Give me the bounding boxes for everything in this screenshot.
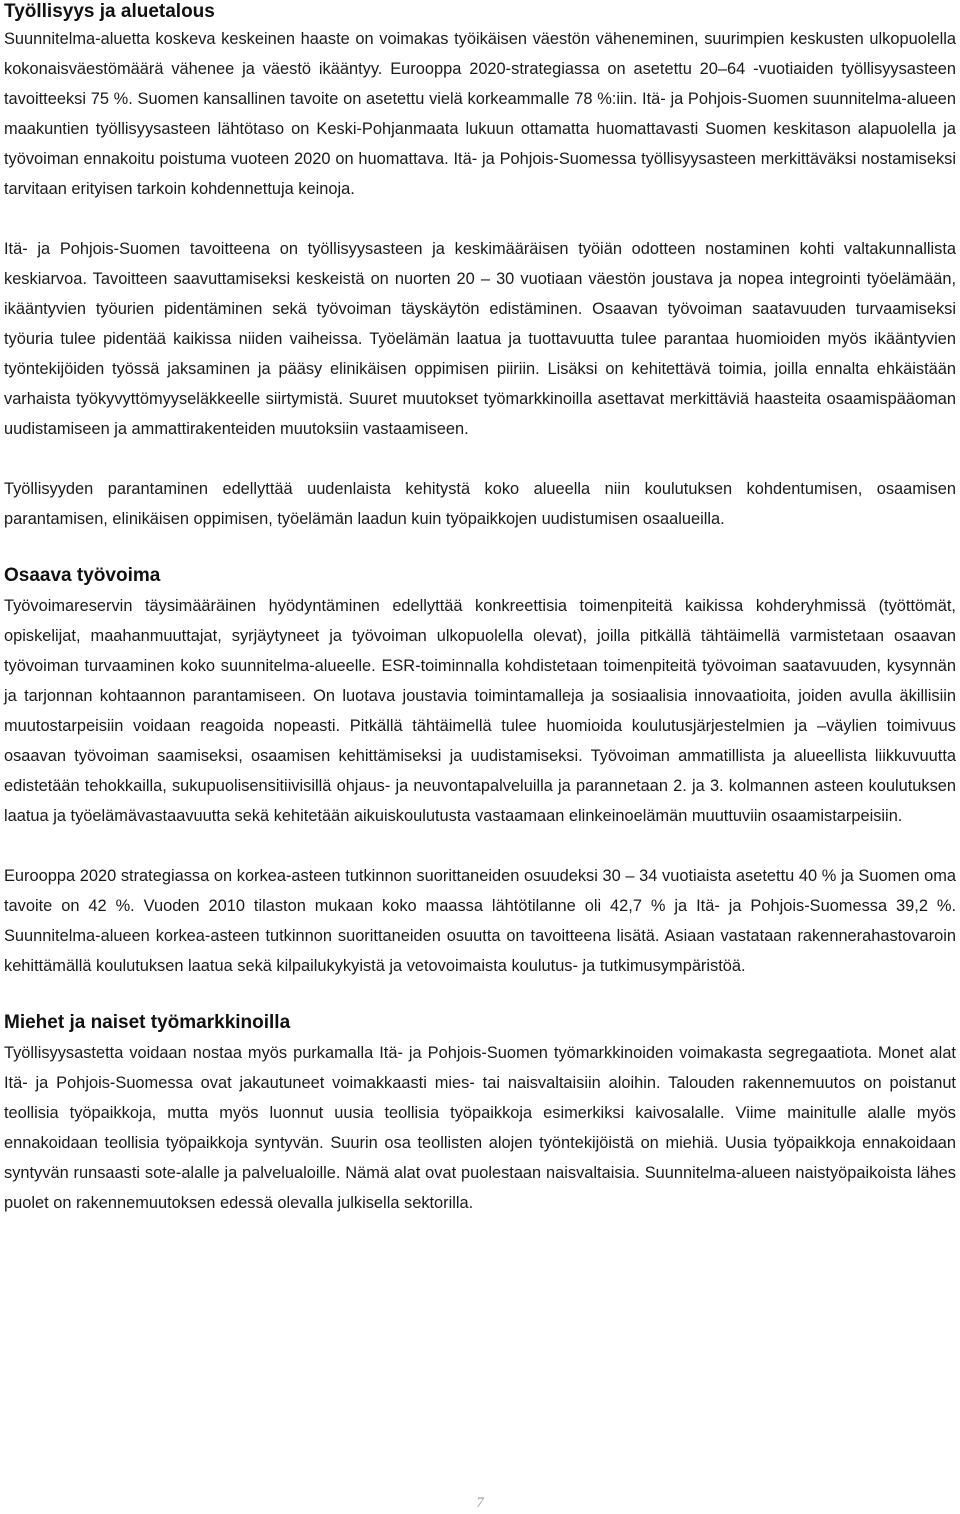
paragraph: Työllisyysastetta voidaan nostaa myös purkamalla Itä- ja Pohjois-Suomen työmarkkinoiden voimakasta segregaatiota. Monet alat Itä- ja Pohjois-Suomessa ovat jakautuneet voimakkaasti mies- tai naisvaltaisiin aloihin. Talouden rakennemuutos on poistanut teollisia työpaikkoja, mutta myös luonnut uusia teollisia työpaikkoja esimerkiksi kaivosalalle. Viime mainitulle alalle myös ennakoidaan teollisia työpaikkoja syntyvän. Suurin osa teollisten alojen työntekijöistä on miehiä. Uusia työpaikkoja ennakoidaan syntyvän runsaasti sote-alalle ja palvelualoille. Nämä alat ovat puolestaan naisvaltaisia. Suunnitelma-alueen naistyöpaikoista lähes puolet on rakennemuutoksen edessä olevalla julkisella sektorilla. [4,1044,956,1212]
paragraph: Työllisyyden parantaminen edellyttää uudenlaista kehitystä koko alueella niin koulutuksen kohdentumisen, osaamisen parantamisen, elinikäisen oppimisen, työelämän laadun kuin työpaikkojen uudistumisen osaalueilla. [4,480,956,528]
section-heading: Miehet ja naiset työmarkkinoilla [4,1012,291,1033]
section-employment-regional-economy [4,0,956,534]
paragraph: Työvoimareservin täysimääräinen hyödyntäminen edellyttää konkreettisia toimenpiteitä kaikissa kohderyhmissä (työttömät, opiskelijat, maahanmuuttajat, syrjäytyneet ja työvoiman ulkopuolella olevat), joilla pitkällä tähtäimellä varmistetaan osaavan työvoiman turvaaminen koko suunnitelma-alueelle. ESR-toiminnalla kohdistetaan toimenpiteitä työvoiman saatavuuden, kysynnän ja tarjonnan kohtaannon parantamiseen. On luotava joustavia toimintamalleja ja sosiaalisia innovaatioita, joiden avulla äkillisiin muutostarpeisiin voidaan reagoida nopeasti. Pitkällä tähtäimellä tulee huomioida koulutusjärjestelmien ja –väylien toimivuus osaavan työvoiman saamiseksi, osaamisen kehittämiseksi ja uudistamiseksi. Työvoiman ammatillista ja alueellista liikkuvuutta edistetään tehokkailla, sukupuolisensitiivisillä ohjaus- ja neuvontapalveluilla ja parannetaan 2. ja 3. kolmannen asteen koulutuksen laatua ja työelämävastaavuutta sekä kehitetään aikuiskoulutusta vastaamaan elinkeinoelämän muuttuviin osaamistarpeisiin. [4,597,956,825]
section-heading: Työllisyys ja aluetalous [4,1,215,22]
page-number: 7 [476,1495,484,1511]
section-men-women-labour-market [4,1011,956,1218]
section-skilled-workforce [4,564,956,981]
paragraph: Eurooppa 2020 strategiassa on korkea-asteen tutkinnon suorittaneiden osuudeksi 30 – 34 vuotiaista asetettu 40 % ja Suomen oma tavoite on 42 %. Vuoden 2010 tilaston mukaan koko maassa lähtötilanne oli 42,7 % ja Itä- ja Pohjois-Suomessa 39,2 %. Suunnitelma-alueen korkea-asteen tutkinnon suorittaneiden osuutta on tavoitteena lisätä. Asiaan vastataan rakennerahastovaroin kehittämällä koulutuksen laatua sekä kilpailukykyistä ja vetovoimaista koulutus- ja tutkimusympäristöä. [4,867,956,975]
paragraph: Itä- ja Pohjois-Suomen tavoitteena on työllisyysasteen ja keskimääräisen työiän odotteen nostaminen kohti valtakunnallista keskiarvoa. Tavoitteen saavuttamiseksi keskeistä on nuorten 20 – 30 vuotiaan väestön joustava ja nopea integrointi työelämään, ikääntyvien työurien pidentäminen sekä työvoiman täyskäytön edistäminen. Osaavan työvoiman saatavuuden turvaamiseksi työuria tulee pidentää kaikissa niiden vaiheissa. Työelämän laatua ja tuottavuutta tulee parantaa huomioiden myös ikääntyvien työntekijöiden työssä jaksaminen ja pääsy elinikäisen oppimisen piiriin. Lisäksi on kehitettävä toimia, joilla ennalta ehkäistään varhaista työkyvyttömyyseläkkeelle siirtymistä. Suuret muutokset työmarkkinoilla asettavat merkittäviä haasteita osaamispääoman uudistamiseen ja ammattirakenteiden muutoksiin vastaamiseen. [4,240,956,438]
section-heading: Osaava työvoima [4,565,161,586]
paragraph: Suunnitelma-aluetta koskeva keskeinen haaste on voimakas työikäisen väestön väheneminen, suurimpien keskusten ulkopuolella kokonaisväestömäärä vähenee ja väestö ikääntyy. Eurooppa 2020-strategiassa on asetettu 20–64 -vuotiaiden työllisyysasteen tavoitteeksi 75 %. Suomen kansallinen tavoite on asetettu vielä korkeammalle 78 %:iin. Itä- ja Pohjois-Suomen suunnitelma-alueen maakuntien työllisyysasteen lähtötaso on Keski-Pohjanmaata lukuun ottamatta huomattavasti Suomen keskitason alapuolella ja työvoiman ennakoitu poistuma vuoteen 2020 on huomattava. Itä- ja Pohjois-Suomessa työllisyysasteen merkittäväksi nostamiseksi tarvitaan erityisen tarkoin kohdennettuja keinoja. [4,30,956,198]
